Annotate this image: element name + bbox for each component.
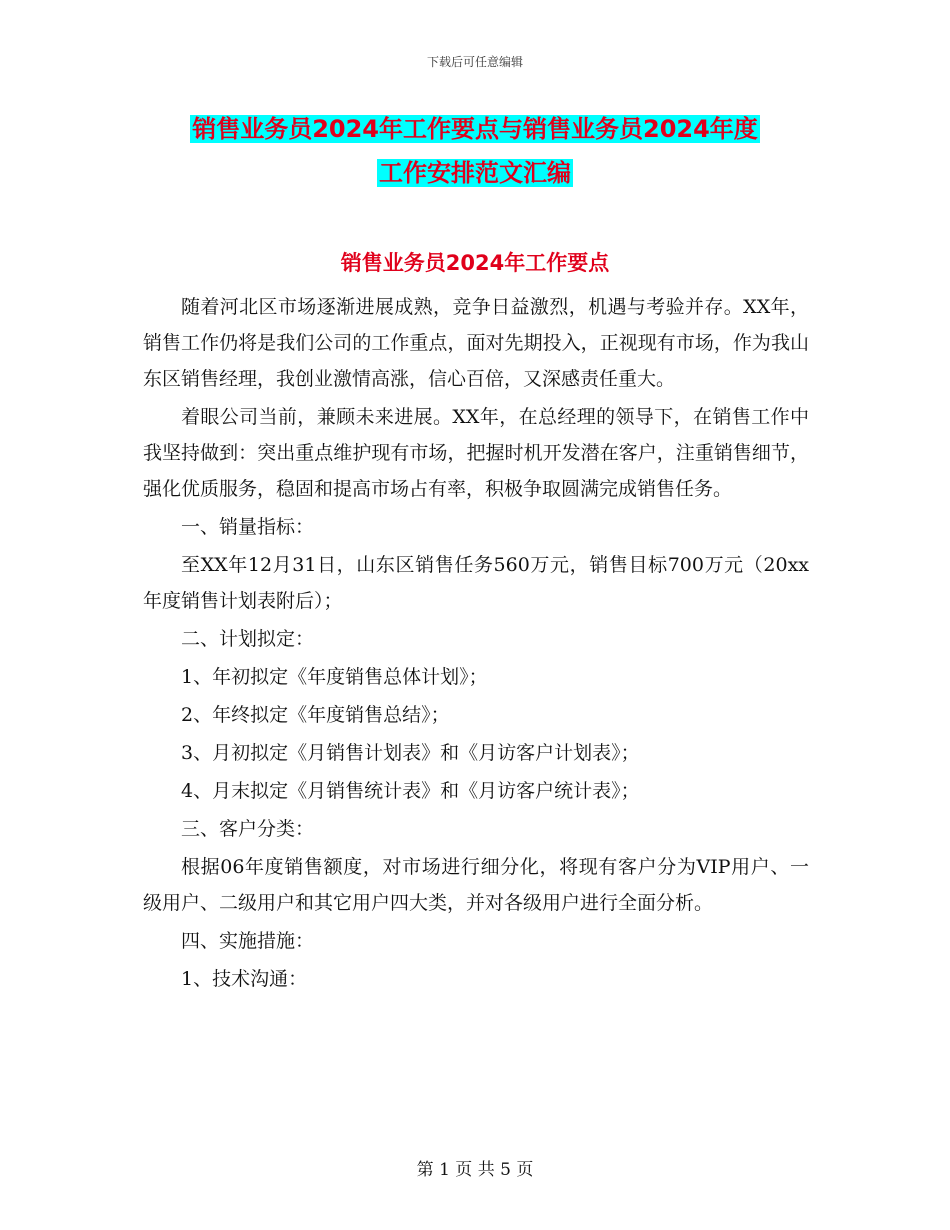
page-header: 下载后可任意编辑 [426, 55, 523, 69]
paragraph: 根据06年度销售额度，对市场进行细分化，将现有客户分为VIP用户、一级用户、二级用户和其它用户四大类，并对各级用户进行全面分析。 [143, 856, 809, 914]
paragraph: 至XX年12月31日，山东区销售任务560万元，销售目标700万元（20xx年度销售计划表附后）； [143, 554, 809, 612]
list-item: 2、年终拟定《年度销售总结》； [181, 704, 450, 726]
document-title-line-2 [0, 156, 950, 190]
list-item: 1、技术沟通： [181, 968, 308, 990]
list-item: 4、月末拟定《月销售统计表》和《月访客户统计表》； [181, 780, 640, 802]
paragraph-heading: 二、计划拟定： [181, 628, 315, 650]
page-footer: 第 1 页 共 5 页 [416, 1160, 534, 1180]
paragraph-heading: 一、销量指标： [181, 516, 315, 538]
list-item: 1、年初拟定《年度销售总体计划》； [181, 666, 488, 688]
document-title-line-2-text: 工作安排范文汇编 [379, 159, 571, 187]
paragraph-heading: 三、客户分类： [181, 818, 315, 840]
document-body [143, 289, 809, 997]
paragraph: 着眼公司当前，兼顾未来进展。XX年，在总经理的领导下，在销售工作中我坚持做到：突出重点维护现有市场，把握时机开发潜在客户，注重销售细节，强化优质服务，稳固和提高市场占有率，积极争取圆满完成销售任务。 [143, 406, 809, 500]
document-title-line-1 [0, 112, 950, 146]
paragraph: 随着河北区市场逐渐进展成熟，竞争日益激烈，机遇与考验并存。XX年，销售工作仍将是我们公司的工作重点，面对先期投入，正视现有市场，作为我山东区销售经理，我创业激情高涨，信心百倍，又深感责任重大。 [143, 296, 809, 390]
document-title-line-1-text: 销售业务员2024年工作要点与销售业务员2024年度 [192, 115, 758, 143]
section-title: 销售业务员2024年工作要点 [340, 251, 610, 275]
paragraph-heading: 四、实施措施： [181, 930, 315, 952]
list-item: 3、月初拟定《月销售计划表》和《月访客户计划表》； [181, 742, 640, 764]
